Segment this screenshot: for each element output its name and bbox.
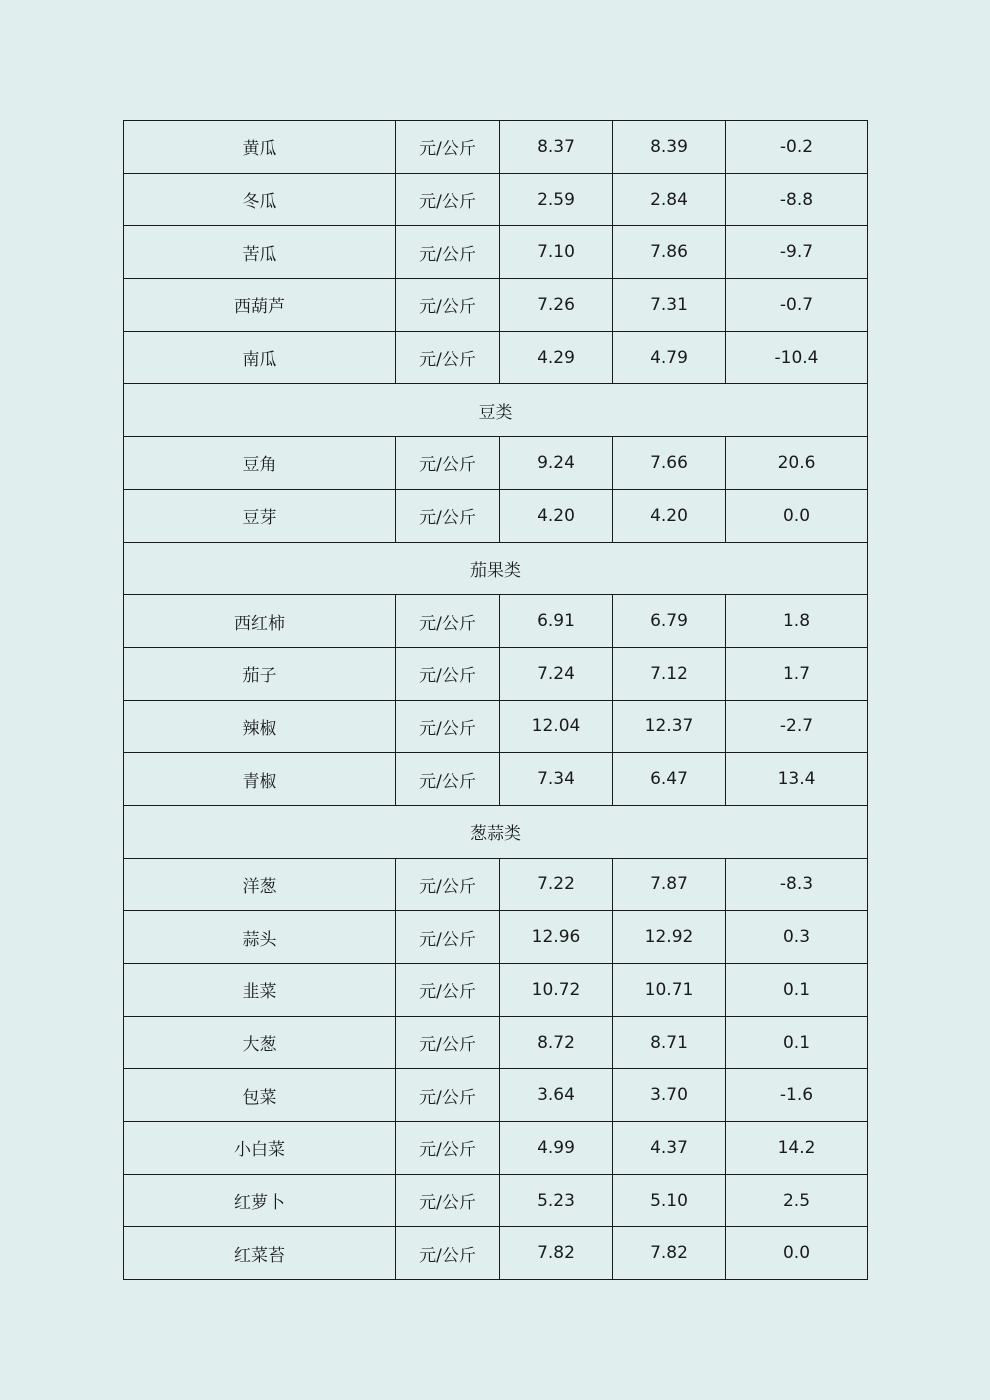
previous-price-cell: 2.84 (613, 173, 726, 226)
item-name-cell: 小白菜 (124, 1122, 396, 1175)
current-price-cell: 4.29 (500, 331, 613, 384)
item-name-cell: 南瓜 (124, 331, 396, 384)
current-price-cell: 7.10 (500, 226, 613, 279)
item-name-cell: 辣椒 (124, 700, 396, 753)
change-percent-cell: 0.1 (726, 1016, 868, 1069)
table-row (124, 1016, 868, 1069)
change-percent-cell: 1.7 (726, 647, 868, 700)
table-row (124, 647, 868, 700)
vegetable-price-table (123, 120, 868, 1280)
previous-price-cell: 5.10 (613, 1174, 726, 1227)
unit-cell: 元/公斤 (396, 279, 500, 332)
category-row (124, 384, 868, 437)
current-price-cell: 3.64 (500, 1069, 613, 1122)
change-percent-cell: 13.4 (726, 753, 868, 806)
table-row (124, 437, 868, 490)
previous-price-cell: 4.79 (613, 331, 726, 384)
category-label: 葱蒜类 (124, 805, 868, 858)
item-name-cell: 红菜苔 (124, 1227, 396, 1280)
unit-cell: 元/公斤 (396, 121, 500, 174)
item-name-cell: 苦瓜 (124, 226, 396, 279)
previous-price-cell: 7.87 (613, 858, 726, 911)
table-row (124, 964, 868, 1017)
current-price-cell: 8.72 (500, 1016, 613, 1069)
change-percent-cell: -8.3 (726, 858, 868, 911)
change-percent-cell: 0.0 (726, 489, 868, 542)
item-name-cell: 黄瓜 (124, 121, 396, 174)
table-row (124, 858, 868, 911)
current-price-cell: 2.59 (500, 173, 613, 226)
current-price-cell: 5.23 (500, 1174, 613, 1227)
current-price-cell: 4.99 (500, 1122, 613, 1175)
item-name-cell: 豆芽 (124, 489, 396, 542)
change-percent-cell: -9.7 (726, 226, 868, 279)
unit-cell: 元/公斤 (396, 1016, 500, 1069)
current-price-cell: 7.26 (500, 279, 613, 332)
table-row (124, 1174, 868, 1227)
unit-cell: 元/公斤 (396, 753, 500, 806)
current-price-cell: 9.24 (500, 437, 613, 490)
previous-price-cell: 7.12 (613, 647, 726, 700)
previous-price-cell: 3.70 (613, 1069, 726, 1122)
table-row (124, 226, 868, 279)
item-name-cell: 青椒 (124, 753, 396, 806)
current-price-cell: 4.20 (500, 489, 613, 542)
change-percent-cell: 0.1 (726, 964, 868, 1017)
current-price-cell: 7.24 (500, 647, 613, 700)
table-row (124, 331, 868, 384)
unit-cell: 元/公斤 (396, 331, 500, 384)
current-price-cell: 7.22 (500, 858, 613, 911)
table-row (124, 279, 868, 332)
previous-price-cell: 8.39 (613, 121, 726, 174)
previous-price-cell: 7.31 (613, 279, 726, 332)
unit-cell: 元/公斤 (396, 437, 500, 490)
unit-cell: 元/公斤 (396, 1122, 500, 1175)
category-label: 茄果类 (124, 542, 868, 595)
change-percent-cell: 14.2 (726, 1122, 868, 1175)
change-percent-cell: -1.6 (726, 1069, 868, 1122)
item-name-cell: 冬瓜 (124, 173, 396, 226)
table-row (124, 700, 868, 753)
unit-cell: 元/公斤 (396, 1227, 500, 1280)
unit-cell: 元/公斤 (396, 964, 500, 1017)
unit-cell: 元/公斤 (396, 911, 500, 964)
table-row (124, 595, 868, 648)
previous-price-cell: 7.86 (613, 226, 726, 279)
table-body (124, 121, 868, 1280)
change-percent-cell: -8.8 (726, 173, 868, 226)
change-percent-cell: -10.4 (726, 331, 868, 384)
table-row (124, 911, 868, 964)
table-row (124, 173, 868, 226)
table-row (124, 753, 868, 806)
item-name-cell: 韭菜 (124, 964, 396, 1017)
unit-cell: 元/公斤 (396, 1069, 500, 1122)
previous-price-cell: 6.79 (613, 595, 726, 648)
change-percent-cell: 2.5 (726, 1174, 868, 1227)
current-price-cell: 7.34 (500, 753, 613, 806)
previous-price-cell: 12.37 (613, 700, 726, 753)
previous-price-cell: 6.47 (613, 753, 726, 806)
unit-cell: 元/公斤 (396, 647, 500, 700)
table-row (124, 121, 868, 174)
unit-cell: 元/公斤 (396, 1174, 500, 1227)
previous-price-cell: 7.82 (613, 1227, 726, 1280)
table-row (124, 1227, 868, 1280)
change-percent-cell: 20.6 (726, 437, 868, 490)
item-name-cell: 西红柿 (124, 595, 396, 648)
item-name-cell: 红萝卜 (124, 1174, 396, 1227)
table-row (124, 1069, 868, 1122)
item-name-cell: 大葱 (124, 1016, 396, 1069)
previous-price-cell: 7.66 (613, 437, 726, 490)
item-name-cell: 蒜头 (124, 911, 396, 964)
change-percent-cell: 0.0 (726, 1227, 868, 1280)
item-name-cell: 包菜 (124, 1069, 396, 1122)
category-label: 豆类 (124, 384, 868, 437)
item-name-cell: 豆角 (124, 437, 396, 490)
change-percent-cell: 0.3 (726, 911, 868, 964)
unit-cell: 元/公斤 (396, 700, 500, 753)
item-name-cell: 茄子 (124, 647, 396, 700)
current-price-cell: 12.96 (500, 911, 613, 964)
table-row (124, 489, 868, 542)
current-price-cell: 12.04 (500, 700, 613, 753)
unit-cell: 元/公斤 (396, 595, 500, 648)
table-row (124, 1122, 868, 1175)
change-percent-cell: -0.2 (726, 121, 868, 174)
item-name-cell: 洋葱 (124, 858, 396, 911)
current-price-cell: 8.37 (500, 121, 613, 174)
unit-cell: 元/公斤 (396, 226, 500, 279)
category-row (124, 542, 868, 595)
change-percent-cell: 1.8 (726, 595, 868, 648)
change-percent-cell: -0.7 (726, 279, 868, 332)
previous-price-cell: 8.71 (613, 1016, 726, 1069)
unit-cell: 元/公斤 (396, 489, 500, 542)
item-name-cell: 西葫芦 (124, 279, 396, 332)
change-percent-cell: -2.7 (726, 700, 868, 753)
unit-cell: 元/公斤 (396, 858, 500, 911)
previous-price-cell: 4.20 (613, 489, 726, 542)
current-price-cell: 6.91 (500, 595, 613, 648)
previous-price-cell: 4.37 (613, 1122, 726, 1175)
current-price-cell: 7.82 (500, 1227, 613, 1280)
previous-price-cell: 10.71 (613, 964, 726, 1017)
category-row (124, 805, 868, 858)
current-price-cell: 10.72 (500, 964, 613, 1017)
unit-cell: 元/公斤 (396, 173, 500, 226)
previous-price-cell: 12.92 (613, 911, 726, 964)
